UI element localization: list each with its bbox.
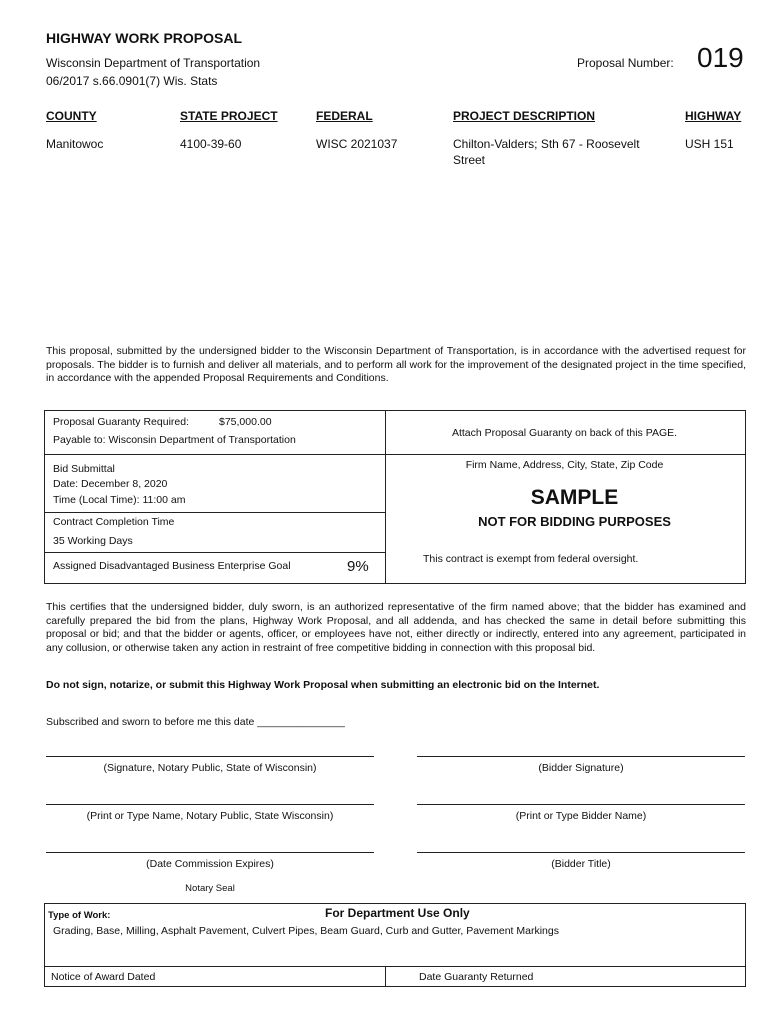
divider [384,454,745,455]
type-of-work-value: Grading, Base, Milling, Asphalt Pavement, Culvert Pipes, Beam Guard, Curb and Gutter, Pavement Markings [53,925,559,937]
bidder-title-line[interactable] [417,852,745,853]
department-use-heading: For Department Use Only [325,906,470,920]
exempt-note: This contract is exempt from federal oversight. [423,553,639,565]
firm-name-label: Firm Name, Address, City, State, Zip Code [465,459,664,471]
notary-name-label: (Print or Type Name, Notary Public, State Wisconsin) [86,810,334,822]
notary-signature-line[interactable] [46,756,374,757]
header-federal: FEDERAL [316,109,373,123]
divider [45,966,745,967]
notary-signature-label: (Signature, Notary Public, State of Wisconsin) [103,762,317,774]
dbe-goal-label: Assigned Disadvantaged Business Enterprise Goal [53,560,291,572]
completion-value: 35 Working Days [53,535,133,547]
divider [45,552,385,553]
proposal-number-label: Proposal Number: [577,56,674,70]
attach-guaranty-note: Attach Proposal Guaranty on back of this PAGE. [451,427,678,439]
commission-expires-label: (Date Commission Expires) [146,858,274,870]
bid-submittal-label: Bid Submittal [53,463,115,475]
county-value: Manitowoc [46,137,104,151]
header-state-project: STATE PROJECT [180,109,278,123]
department-name: Wisconsin Department of Transportation [46,56,261,70]
header-county: COUNTY [46,109,97,123]
divider [45,454,385,455]
bidder-signature-line[interactable] [417,756,745,757]
highway-value: USH 151 [685,137,734,151]
guaranty-returned-label: Date Guaranty Returned [419,971,534,983]
notice-of-award-label: Notice of Award Dated [51,971,156,983]
bidder-signature-label: (Bidder Signature) [538,762,624,774]
notary-name-line[interactable] [46,804,374,805]
state-project-value: 4100-39-60 [180,137,242,151]
not-for-bidding-notice: NOT FOR BIDDING PURPOSES [478,514,671,529]
type-of-work-label: Type of Work: [48,910,111,921]
divider [45,512,385,513]
firm-info-box [384,410,746,584]
guaranty-amount: $75,000.00 [219,416,272,428]
bid-date: Date: December 8, 2020 [53,478,168,490]
certification-paragraph: This certifies that the undersigned bidder, duly sworn, is an authorized representative of the firm named above; that the bidder has examined and carefully prepared the bid from the plans, Highway Work Proposal, and all addenda, and has checked the same in detail before submitting this proposal or bid; and that the bidder or agents, officer, or employees have not, either directly or indirectly, entered into any agreement, participated in any collusion, or otherwise taken any action in restraint of free competitive bidding in connection with this proposal bid. [46,601,746,654]
notary-seal-label: Notary Seal [185,883,235,894]
guaranty-label: Proposal Guaranty Required: [53,416,189,428]
completion-label: Contract Completion Time [53,516,175,528]
commission-expires-line[interactable] [46,852,374,853]
bidder-name-label: (Print or Type Bidder Name) [515,810,647,822]
payable-to: Payable to: Wisconsin Department of Transportation [53,434,296,446]
bid-time: Time (Local Time): 11:00 am [53,494,186,506]
document-title: HIGHWAY WORK PROPOSAL [46,30,243,46]
proposal-number: 019 [697,42,744,73]
sample-watermark: SAMPLE [530,486,619,509]
department-use-box [44,903,746,987]
proposal-info-box [44,410,386,584]
intro-paragraph: This proposal, submitted by the undersigned bidder to the Wisconsin Department of Transportation, is in accordance with the advertised request for proposals. The bidder is to furnish and deliver all materials, and to perform all work for the improvement of the designated project in the time specified, in accordance with the appended Proposal Requirements and Conditions. [46,345,746,384]
header-highway: HIGHWAY [685,109,742,123]
header-project-description: PROJECT DESCRIPTION [453,109,596,123]
electronic-bid-warning: Do not sign, notarize, or submit this Highway Work Proposal when submitting an electronic bid on the Internet. [46,679,600,691]
project-description-value: Chilton-Valders; Sth 67 - Roosevelt Street [453,137,640,167]
subscribed-sworn-line: Subscribed and sworn to before me this date _______________ [46,716,345,728]
bidder-name-line[interactable] [417,804,745,805]
dbe-goal-value: 9% [347,558,369,575]
statute-reference: 06/2017 s.66.0901(7) Wis. Stats [46,74,218,88]
divider [385,966,386,986]
bidder-title-label: (Bidder Title) [551,858,611,870]
federal-value: WISC 2021037 [316,137,398,151]
